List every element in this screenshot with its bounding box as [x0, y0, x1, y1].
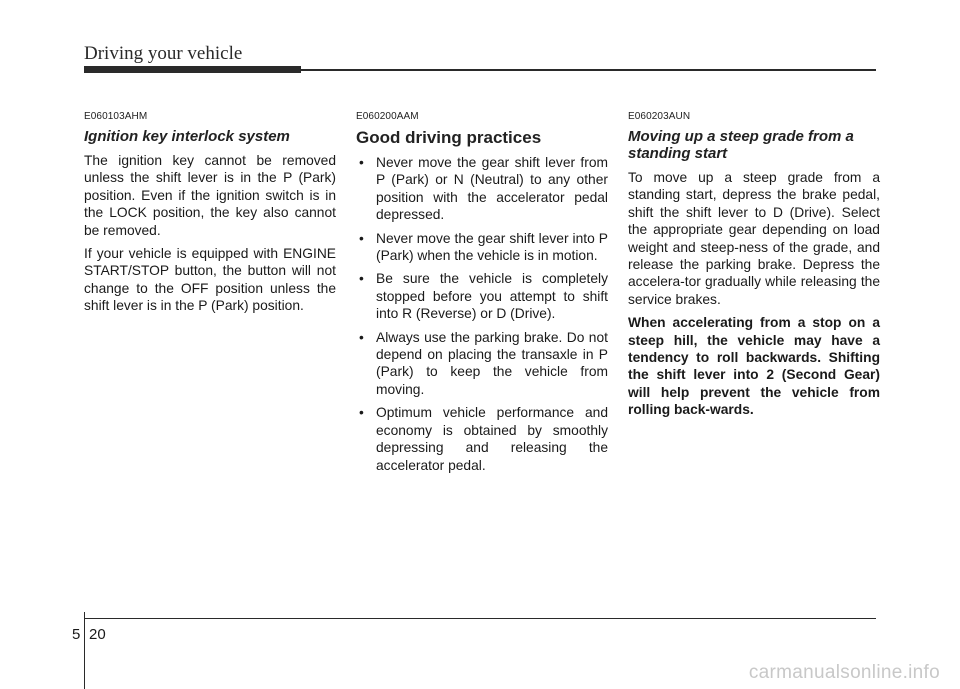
watermark: carmanualsonline.info: [748, 662, 940, 683]
bullet-icon: •: [359, 155, 364, 170]
bullet-item: [356, 154, 608, 224]
bullet-text: Never move the gear shift lever into P (Park) when the vehicle is in motion.: [376, 230, 608, 264]
bullet-item: [356, 270, 608, 322]
section-heading: Moving up a steep grade from a standing start: [628, 128, 854, 162]
bullet-icon: •: [359, 329, 364, 345]
bullet-text: Never move the gear shift lever from P (Park) or N (Neutral) to any other position with the accelerator pedal depressed.: [376, 155, 608, 223]
column-good-driving-practices: [356, 111, 608, 480]
section-title: Driving your vehicle: [84, 43, 243, 64]
header-rule-accent: [84, 66, 301, 73]
bullet-item: [356, 230, 608, 265]
section-code: E060203AUN: [628, 111, 691, 122]
section-heading: Ignition key interlock system: [84, 128, 290, 145]
bullet-icon: •: [359, 405, 364, 421]
footer-divider-vertical: [84, 612, 85, 689]
body-paragraph: To move up a steep grade from a standing start, depress the brake pedal, shift the shift lever to D (Drive). Select the appropriate gear depending on load weight and steep-ness of the grade, and release the parking brake. Depress the accelera-tor gradually while releasing the service brakes.: [628, 170, 880, 307]
section-code: E060200AAM: [356, 111, 419, 122]
chapter-number: 5: [72, 626, 81, 643]
section-code: E060103AHM: [84, 111, 148, 122]
body-paragraph: The ignition key cannot be removed unless the shift lever is in the P (Park) position. Even if the ignition switch is in the LOCK position, the key also cannot be removed.: [84, 153, 336, 238]
bullet-list: [356, 154, 608, 474]
column-steep-grade-start: [628, 111, 880, 425]
section-heading: Good driving practices: [356, 128, 542, 147]
bullet-item: [356, 404, 608, 474]
bullet-icon: •: [359, 230, 364, 246]
body-paragraph: If your vehicle is equipped with ENGINE START/STOP button, the button will not change to the OFF position unless the shift lever is in the P (Park) position.: [84, 246, 336, 314]
bullet-icon: •: [359, 271, 364, 287]
footer-rule: [84, 618, 876, 619]
bullet-item: [356, 329, 608, 399]
bullet-text: Be sure the vehicle is completely stopped before you attempt to shift into R (Reverse) or D (Drive).: [376, 271, 608, 322]
bullet-text: Optimum vehicle performance and economy is obtained by smoothly depressing and releasing the accelerator pedal.: [376, 405, 608, 473]
page-number: 20: [89, 626, 106, 643]
warning-paragraph: When accelerating from a stop on a steep hill, the vehicle may have a tendency to roll backwards. Shifting the shift lever into 2 (Second Gear) will help prevent the vehicle from rolling back-wards.: [628, 315, 880, 418]
column-ignition-key-interlock: [84, 111, 336, 321]
bullet-text: Always use the parking brake. Do not depend on placing the transaxle in P (Park) to keep the vehicle from moving.: [376, 329, 608, 397]
